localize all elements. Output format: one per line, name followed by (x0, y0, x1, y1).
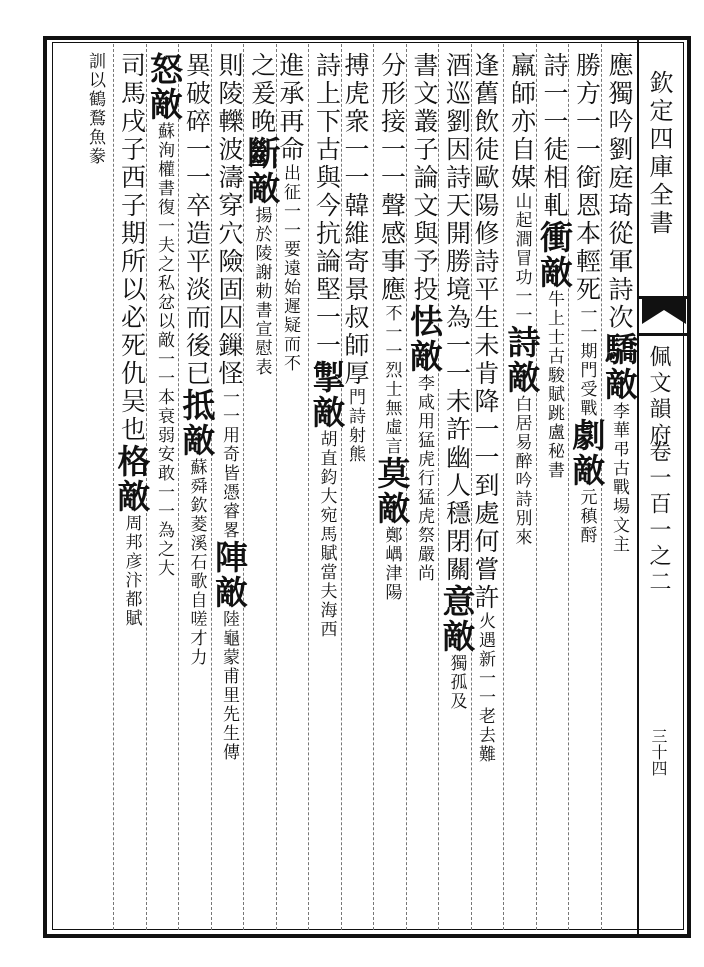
book-title: 欽定四庫全書 (645, 70, 673, 238)
annotation-text: 周邦彦汴都賦 (121, 514, 142, 628)
body-text: 獨吟劉庭琦從軍詩次 (605, 80, 634, 332)
body-text: 搏虎衆一一韓維寄景叔師厚 (341, 52, 370, 388)
column-rule (373, 44, 374, 930)
body-text: 司馬戌子西子期所以必死仇吴也 (117, 52, 147, 444)
entry-headword: 格敵 (112, 444, 152, 514)
body-text: 羸師亦自媒 (507, 52, 537, 192)
text-column (535, 52, 574, 480)
text-column (242, 52, 282, 377)
annotation-text: 白居易醉吟詩別來 (511, 395, 532, 547)
body-text: 之爰晚 (247, 52, 277, 136)
text-column (343, 52, 368, 464)
text-column (83, 52, 108, 166)
fold-separator-bottom (638, 333, 688, 336)
text-column (405, 52, 444, 583)
body-text: 書文叢子論文與予投 (410, 52, 439, 304)
body-text: 詩上下古與今抗論堅一一 (312, 52, 342, 360)
annotation-text: 門詩射熊 (345, 388, 365, 464)
body-text: 進承再命 (276, 52, 305, 164)
body-text: 逢舊飲徒歐陽修詩平生未肯降一一到處何嘗許 (471, 52, 500, 612)
entry-headword: 詩敵 (502, 325, 542, 395)
entry-headword: 抵敵 (177, 388, 217, 458)
entry-headword: 莫敵 (372, 456, 412, 526)
annotation-text: 牛上士古駿賦跳 (544, 290, 564, 423)
body-text: 應 (605, 52, 634, 80)
entry-headword: 驕敵 (600, 332, 639, 402)
text-column (437, 52, 477, 711)
section-title: 佩文韻府 (646, 345, 671, 449)
body-text: 分形接一一聲感事應 (377, 52, 407, 304)
entry-headword: 衝敵 (535, 220, 574, 290)
annotation-text: 揚於陵謝勅書宣慰表 (251, 206, 272, 377)
entry-headword: 怒敵 (145, 52, 184, 122)
column-rule (308, 44, 309, 930)
annotation-text: 鄭嵎津陽 (381, 526, 402, 602)
text-column (278, 52, 303, 373)
entry-headword: 意敵 (437, 584, 477, 654)
entry-headword: 掣敵 (307, 360, 347, 430)
text-column (307, 52, 347, 639)
annotation-text: 李華弔古戰場文主 (609, 402, 629, 554)
annotation-text: 李咸用猛虎行猛虎 (414, 374, 434, 526)
text-column (502, 52, 542, 547)
text-column (372, 52, 412, 602)
text-column (567, 52, 607, 545)
annotation-text: 不一一烈士無虛言 (381, 304, 402, 456)
body-text: 詩一一徒相軋 (540, 52, 569, 220)
column-rule (113, 44, 114, 930)
annotation-text: 蘇舜欽菱溪石歌自嗟才力 (186, 458, 207, 667)
annotation-text: 陸龜蒙甫里先生傳 (219, 610, 239, 762)
annotation-text: 獨孤及 (446, 654, 467, 711)
page-number: 三十四 (649, 728, 668, 776)
fishtail-mark-icon (642, 298, 686, 328)
annotation-text: 一一期門受戰 (576, 304, 597, 418)
entry-headword: 劇敵 (567, 418, 607, 488)
annotation-text: 元稹酹 (576, 488, 597, 545)
text-column (210, 52, 249, 762)
entry-headword: 怯敵 (405, 304, 444, 374)
text-column (600, 52, 639, 554)
text-column (473, 52, 498, 764)
annotation-text: 訓以鶴鶩魚豢 (85, 52, 105, 166)
body-text: 酒巡劉因詩天開勝境為一一未許幽人穩閉關 (442, 52, 472, 584)
annotation-text: 火遇新一一老去難 (475, 612, 495, 764)
text-column (145, 52, 184, 578)
text-column (177, 52, 217, 667)
entry-headword: 斷敵 (242, 136, 282, 206)
annotation-text: 胡直鈞大宛馬賦當夫海西 (316, 430, 337, 639)
annotation-text: 祭嚴尚 (414, 526, 434, 583)
text-column (112, 52, 152, 628)
body-text: 則陵轢波濤穿穴險固囚鏁怪 (215, 52, 244, 388)
annotation-text: 本衰弱安敢一一為之大 (154, 388, 174, 578)
entry-headword: 陣敵 (210, 540, 249, 610)
volume-label: 卷一百一之二 (646, 440, 671, 596)
body-text: 勝方一一銜恩本輕死 (572, 52, 602, 304)
annotation-text: 蘇洵權書復一夫之私忿以敵一一 (154, 122, 174, 388)
column-rule (503, 44, 504, 930)
annotation-text: 盧秘書 (544, 423, 564, 480)
body-text: 異破碎一一卒造平淡而後已 (182, 52, 212, 388)
annotation-text: 一一用奇皆憑睿畧 (219, 388, 239, 540)
annotation-text: 出征一一要遠始遲疑而不 (280, 164, 300, 373)
annotation-text: 山起澗冒功一一 (511, 192, 532, 325)
